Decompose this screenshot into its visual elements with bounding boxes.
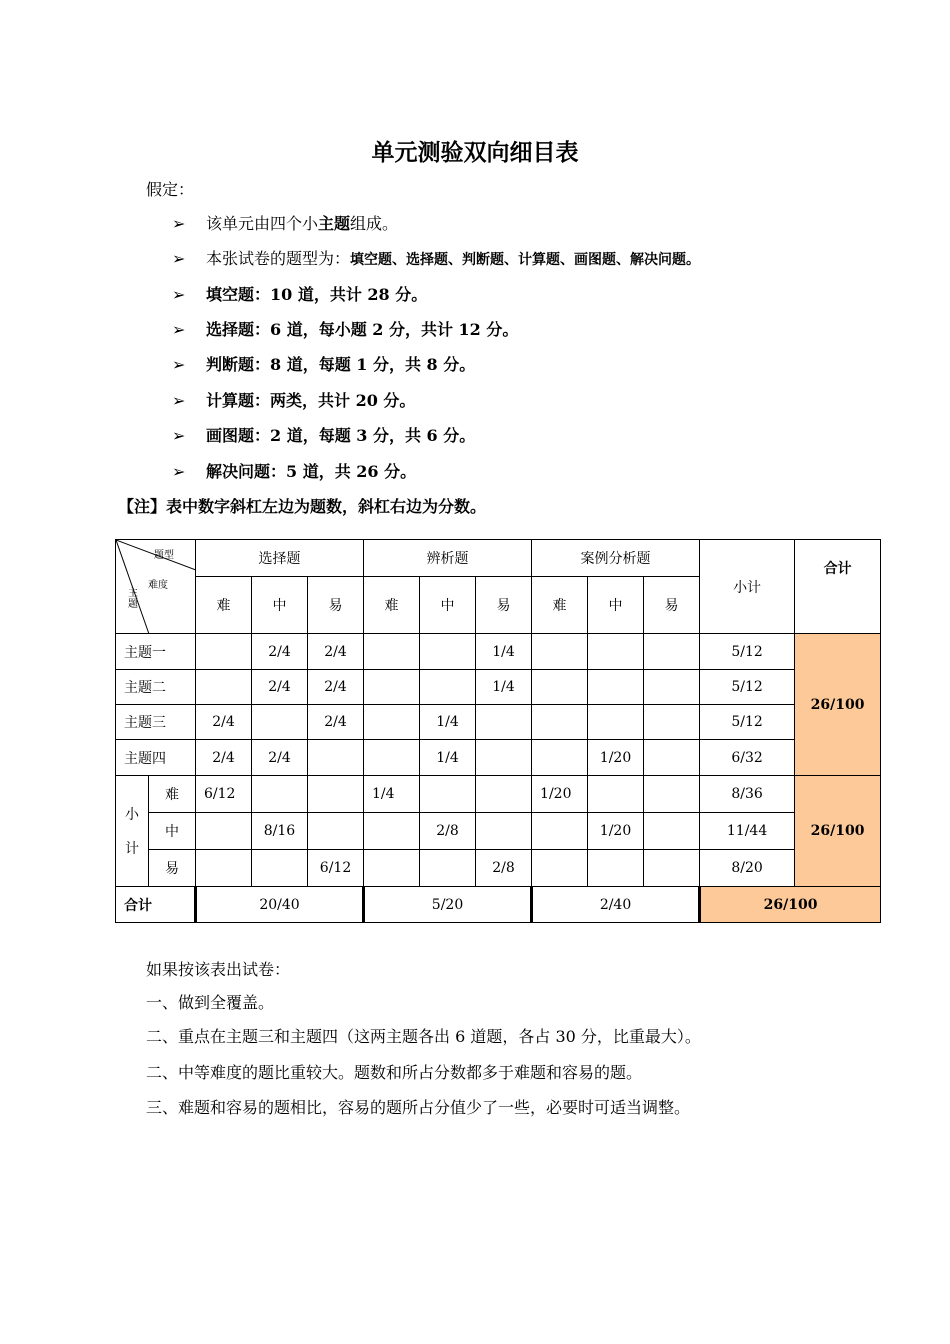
- bullet-item: ➢ 解决问题：5 道，共 26 分。: [172, 462, 417, 481]
- level-header: 中: [588, 577, 644, 634]
- grand-total-cell: 26/100: [700, 887, 881, 923]
- table-cell: [588, 670, 644, 705]
- table-cell: [532, 670, 588, 705]
- level-name: 中: [149, 813, 196, 850]
- table-cell: [588, 634, 644, 670]
- subtotal-cell: 8/20: [700, 850, 795, 887]
- table-cell: [364, 813, 420, 850]
- level-header: 中: [420, 577, 476, 634]
- table-cell: [644, 634, 700, 670]
- table-cell: [420, 776, 476, 813]
- table-cell: [476, 705, 532, 740]
- bullet-item: ➢ 选择题：6 道，每小题 2 分，共计 12 分。: [172, 320, 519, 339]
- subtotal-header: 小计: [700, 540, 795, 634]
- topic-total-cell: 26/100: [795, 634, 881, 776]
- level-header: 中: [252, 577, 308, 634]
- level-name: 难: [149, 776, 196, 813]
- table-cell: [252, 850, 308, 887]
- level-header: 易: [308, 577, 364, 634]
- table-cell: [532, 813, 588, 850]
- table-cell: [308, 813, 364, 850]
- level-header: 难: [196, 577, 252, 634]
- bullet-item: ➢ 画图题：2 道，每题 3 分，共 6 分。: [172, 426, 476, 445]
- table-cell: [364, 634, 420, 670]
- conclusion-line: 一、做到全覆盖。: [146, 993, 275, 1012]
- group-header: 辨析题: [364, 540, 532, 577]
- table-row: [116, 740, 881, 776]
- table-cell: 1/20: [588, 813, 644, 850]
- table-cell: [588, 705, 644, 740]
- table-cell: 6/12: [308, 850, 364, 887]
- arrow-icon: ➢: [172, 320, 186, 339]
- table-cell: [308, 776, 364, 813]
- table-cell: 1/4: [476, 670, 532, 705]
- bullet-item: ➢ 判断题：8 道，每题 1 分，共 8 分。: [172, 355, 476, 374]
- bullet-item: ➢ 该单元由四个小主题组成。: [172, 214, 399, 233]
- table-row: [116, 634, 881, 670]
- bullet-item: ➢ 计算题：两类，共计 20 分。: [172, 391, 416, 410]
- table-cell: 2/4: [308, 670, 364, 705]
- table-cell: [420, 634, 476, 670]
- page-title: 单元测验双向细目表: [371, 140, 579, 166]
- table-cell: [532, 850, 588, 887]
- conclusion-line: 二、重点在主题三和主题四（这两主题各出 6 道题，各占 30 分，比重最大）。: [146, 1027, 701, 1046]
- level-header: 易: [644, 577, 700, 634]
- table-cell: 2/4: [252, 740, 308, 776]
- table-cell: [364, 740, 420, 776]
- level-header: 易: [476, 577, 532, 634]
- subtotal-cell: 6/32: [700, 740, 795, 776]
- table-cell: 1/4: [364, 776, 420, 813]
- table-cell: [196, 850, 252, 887]
- table-cell: [532, 634, 588, 670]
- table-cell: [644, 705, 700, 740]
- arrow-icon: ➢: [172, 462, 186, 481]
- table-cell: 2/4: [308, 634, 364, 670]
- table-row: [116, 813, 881, 850]
- table-cell: 1/4: [420, 705, 476, 740]
- table-cell: 1/4: [476, 634, 532, 670]
- table-note: 【注】表中数字斜杠左边为题数，斜杠右边为分数。: [118, 497, 487, 516]
- table-cell: [420, 850, 476, 887]
- table-cell: 2/8: [476, 850, 532, 887]
- table-row: [116, 850, 881, 887]
- level-total-cell: 26/100: [795, 776, 881, 887]
- table-cell: [420, 670, 476, 705]
- topic-name: 主题二: [116, 670, 196, 705]
- table-cell: [308, 740, 364, 776]
- group-header: 案例分析题: [532, 540, 700, 577]
- arrow-icon: ➢: [172, 391, 186, 410]
- subtotal-cell: 8/36: [700, 776, 795, 813]
- table-cell: [532, 705, 588, 740]
- table-cell: 1/4: [420, 740, 476, 776]
- table-cell: 2/4: [196, 740, 252, 776]
- level-name: 易: [149, 850, 196, 887]
- table-row-total: [116, 887, 881, 923]
- specification-table: [115, 539, 881, 923]
- table-cell: [364, 850, 420, 887]
- intro-text: 假定：: [146, 180, 195, 199]
- table-cell: [644, 670, 700, 705]
- arrow-icon: ➢: [172, 426, 186, 445]
- arrow-icon: ➢: [172, 249, 186, 268]
- table-cell: [252, 705, 308, 740]
- level-header: 难: [364, 577, 420, 634]
- table-cell: 2/8: [420, 813, 476, 850]
- total-row-label: 合计: [116, 887, 196, 923]
- topic-name: 主题四: [116, 740, 196, 776]
- conclusion-line: 如果按该表出试卷：: [146, 960, 291, 979]
- table-cell: [476, 740, 532, 776]
- table-cell: [252, 776, 308, 813]
- subtotal-cell: 5/12: [700, 705, 795, 740]
- topic-name: 主题一: [116, 634, 196, 670]
- table-cell: [196, 670, 252, 705]
- corner-difficulty-label: 难度: [148, 580, 168, 591]
- conclusion-line: 二、中等难度的题比重较大。题数和所占分数都多于难题和容易的题。: [146, 1063, 643, 1082]
- table-cell: [196, 813, 252, 850]
- total-cell: 5/20: [364, 887, 532, 923]
- subtotal-cell: 11/44: [700, 813, 795, 850]
- arrow-icon: ➢: [172, 285, 186, 304]
- total-cell: 20/40: [196, 887, 364, 923]
- table-cell: 1/20: [588, 740, 644, 776]
- table-cell: 6/12: [196, 776, 252, 813]
- arrow-icon: ➢: [172, 355, 186, 374]
- arrow-icon: ➢: [172, 214, 186, 233]
- total-header: 合计: [795, 540, 881, 634]
- total-cell: 2/40: [532, 887, 700, 923]
- table-cell: [196, 634, 252, 670]
- corner-topic-label: 主题: [128, 588, 138, 610]
- bullet-item: ➢ 本张试卷的题型为：填空题、选择题、判断题、计算题、画图题、解决问题。: [172, 249, 701, 268]
- table-cell: [644, 850, 700, 887]
- table-row: [116, 670, 881, 705]
- table-row: [116, 776, 881, 813]
- subtotal-cell: 5/12: [700, 670, 795, 705]
- table-cell: [588, 776, 644, 813]
- table-cell: [644, 740, 700, 776]
- table-cell: [476, 776, 532, 813]
- table-cell: 2/4: [308, 705, 364, 740]
- table-cell: [588, 850, 644, 887]
- table-cell: [476, 813, 532, 850]
- table-cell: 8/16: [252, 813, 308, 850]
- level-header: 难: [532, 577, 588, 634]
- conclusion-line: 三、难题和容易的题相比，容易的题所占分值少了一些，必要时可适当调整。: [146, 1098, 691, 1117]
- table-cell: 2/4: [196, 705, 252, 740]
- table-cell: [644, 776, 700, 813]
- table-cell: 2/4: [252, 634, 308, 670]
- table-cell: [644, 813, 700, 850]
- table-cell: [364, 670, 420, 705]
- corner-type-label: 题型: [154, 550, 174, 561]
- table-row: [116, 705, 881, 740]
- corner-header: [116, 540, 196, 634]
- group-header: 选择题: [196, 540, 364, 577]
- subtotal-cell: 5/12: [700, 634, 795, 670]
- table-cell: [532, 740, 588, 776]
- table-cell: 2/4: [252, 670, 308, 705]
- table-cell: 1/20: [532, 776, 588, 813]
- table-cell: [364, 705, 420, 740]
- bullet-item: ➢ 填空题：10 道，共计 28 分。: [172, 285, 428, 304]
- topic-name: 主题三: [116, 705, 196, 740]
- subtotal-side-label: 小 计: [116, 776, 149, 887]
